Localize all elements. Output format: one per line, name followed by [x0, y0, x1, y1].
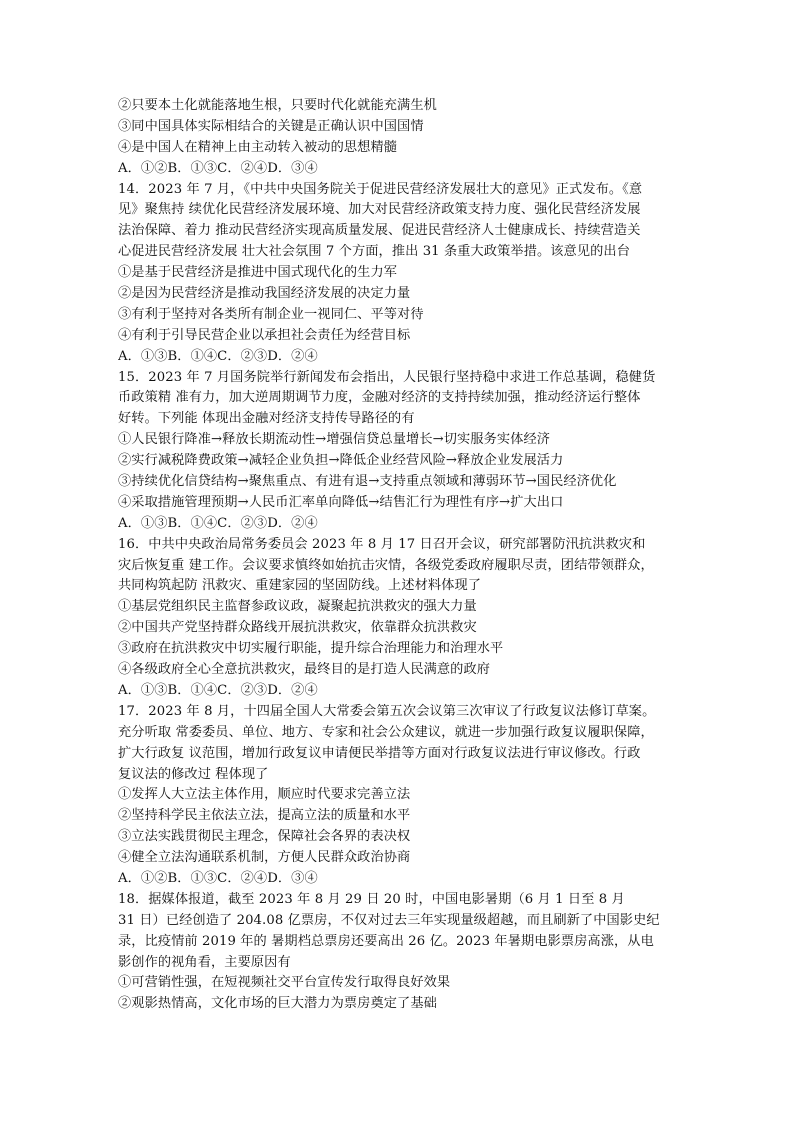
text-line: ④有利于引导民营企业以承担社会责任为经营目标 [118, 327, 411, 343]
text-line: 充分听取 常委委员、单位、地方、专家和社会公众建议，就进一步加强行政复议履职保障， [118, 724, 654, 740]
text-line: A．①③B．①④C．②③D．②④ [118, 682, 318, 698]
text-line: 17．2023 年 8 月，十四届全国人大常委会第五次会议第三次审议了行政复议法修订草案。 [118, 703, 656, 719]
text-line: ②是因为民营经济是推动我国经济发展的决定力量 [118, 286, 411, 302]
text-line: ①基层党组织民主监督参政议政，凝聚起抗洪救灾的强大力量 [118, 599, 477, 615]
text-line: 法治保障、着力 推动民营经济实现高质量发展、促进民营经济人士健康成长、持续营造关 [118, 223, 641, 239]
text-line: 见》聚焦持 续优化民营经济发展环境、加大对民营经济政策支持力度、强化民营经济发展 [118, 202, 641, 218]
text-line: 15．2023 年 7 月国务院举行新闻发布会指出，人民银行坚持稳中求进工作总基调，稳健货 [118, 369, 656, 385]
text-line: ④采取措施管理预期→人民币汇率单向降低→结售汇行为理性有序→扩大出口 [118, 494, 564, 510]
text-line: ②观影热情高，文化市场的巨大潜力为票房奠定了基础 [118, 996, 437, 1012]
text-line: ②坚持科学民主依法立法，提高立法的质量和水平 [118, 808, 411, 824]
text-line: 心促进民营经济发展 壮大社会氛围 7 个方面，推出 31 条重大政策举措。该意见的出台 [118, 244, 630, 260]
text-line: 31 日）已经创造了 204.08 亿票房，不仅对过去三年实现量级超越，而且刷新了中国影史纪 [118, 912, 660, 928]
text-line: A．①③B．①④C．②③D．②④ [118, 515, 318, 531]
text-line: 复议法的修改过 程体现了 [118, 766, 269, 782]
text-line: 影创作的视角看，主要原因有 [118, 954, 291, 970]
text-line: A．①②B．①③C．②④D．③④ [118, 160, 318, 176]
text-line: ④各级政府全心全意抗洪救灾，最终目的是打造人民满意的政府 [118, 662, 491, 678]
text-line: 18．据媒体报道，截至 2023 年 8 月 29 日 20 时，中国电影暑期（6 月 1 日至 8 月 [118, 891, 625, 907]
text-line: ④是中国人在精神上由主动转入被动的思想精髓 [118, 139, 398, 155]
text-line: ④健全立法沟通联系机制，方便人民群众政治协商 [118, 850, 411, 866]
text-line: 14．2023 年 7 月，《中共中央国务院关于促进民营经济发展壮大的意见》正式发布。《意 [118, 181, 643, 197]
text-line: ②实行减税降费政策→减轻企业负担→降低企业经营风险→释放企业发展活力 [118, 453, 564, 469]
text-line: A．①②B．①③C．②④D．③④ [118, 870, 318, 886]
text-line: ③同中国具体实际相结合的关键是正确认识中国国情 [118, 118, 424, 134]
text-line: 录，比疫情前 2019 年的 暑期档总票房还要高出 26 亿。2023 年暑期电影票房高涨，从电 [118, 933, 654, 949]
text-line: ③政府在抗洪救灾中切实履行职能，提升综合治理能力和治理水平 [118, 641, 504, 657]
text-line: 共同构筑起防 汛救灾、重建家园的坚固防线。上述材料体现了 [118, 578, 482, 594]
text-line: ②中国共产党坚持群众路线开展抗洪救灾，依靠群众抗洪救灾 [118, 620, 477, 636]
text-line: 币政策精 准有力，加大逆周期调节力度，金融对经济的支持持续加强，推动经济运行整体 [118, 390, 641, 406]
text-line: ①可营销性强，在短视频社交平台宣传发行取得良好效果 [118, 975, 451, 991]
text-line: A．①③B．①④C．②③D．②④ [118, 348, 318, 364]
text-line: ①是基于民营经济是推进中国式现代化的生力军 [118, 265, 398, 281]
text-line: ②只要本土化就能落地生根，只要时代化就能充满生机 [118, 98, 437, 113]
text-line: 好转。下列能 体现出金融对经济支持传导路径的有 [118, 411, 415, 427]
text-line: ③持续优化信贷结构→聚焦重点、有进有退→支持重点领域和薄弱环节→国民经济优化 [118, 474, 617, 490]
text-line: ③有利于坚持对各类所有制企业一视同仁、平等对待 [118, 306, 424, 322]
text-line: 灾后恢复重 建工作。会议要求慎终如始抗击灾情，各级党委政府履职尽责，团结带领群众， [118, 557, 654, 573]
text-line: 16．中共中央政治局常务委员会 2023 年 8 月 17 日召开会议，研究部署防汛抗洪救灾和 [118, 536, 646, 552]
text-line: ③立法实践贯彻民主理念，保障社会各界的表决权 [118, 829, 411, 845]
text-line: ①发挥人大立法主体作用，顺应时代要求完善立法 [118, 787, 411, 803]
text-line: 扩大行政复 议范围，增加行政复议申请便民举措等方面对行政复议法进行审议修改。行政 [118, 745, 641, 761]
text-line: ①人民银行降准→释放长期流动性→增强信贷总量增长→切实服务实体经济 [118, 432, 551, 448]
